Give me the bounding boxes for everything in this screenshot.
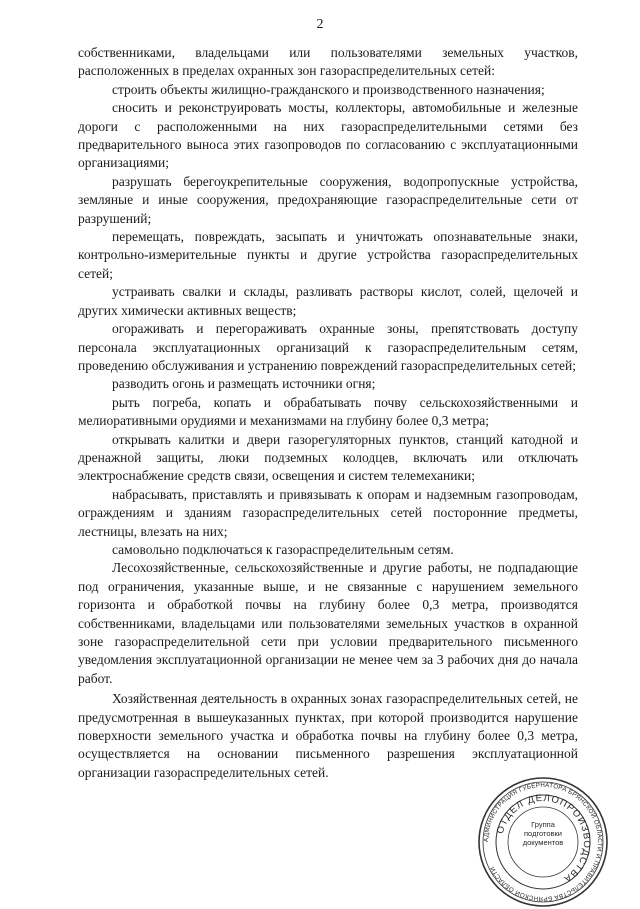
paragraph-forestry-works: Лесохозяйственные, сельскохозяйственные и другие работы, не подпадающие под ограничения, указанные выше, и не связанные с нарушением земельного горизонта и обработкой почвы на глубину более 0,3 метра, производятся собственниками, владельцами или пользователями земельных участков в охранной зоне газораспределительной сети при условии предварительного письменного уведомления эксплуатационной организации не менее чем за 3 рабочих дня до начала работ. xyxy=(78,560,578,686)
paragraph-build-objects: строить объекты жилищно-гражданского и производственного назначения; xyxy=(112,81,545,97)
paragraph-connect: самовольно подключаться к газораспределительным сетям. xyxy=(112,541,454,557)
paragraph-owners-intro: собственниками, владельцами или пользователями земельных участков, расположенных в пределах охранных зон газораспределительных сетей: xyxy=(78,45,578,79)
stamp-center-line: подготовки xyxy=(524,829,562,838)
paragraph-fire: разводить огонь и размещать источники огня; xyxy=(112,376,376,392)
stamp-center-line: документов xyxy=(522,838,564,847)
paragraph-demolish-bridges: сносить и реконструировать мосты, коллекторы, автомобильные и железные дороги с расположенными на них газораспределительными сетями без предварительного выноса этих газопроводов по согласованию с эксплуатационными организациями; xyxy=(78,100,578,171)
stamp-center-line: Группа xyxy=(531,820,555,829)
paragraph-open-doors: открывать калитки и двери газорегуляторных пунктов, станций катодной и дренажной защиты, люки подземных колодцев, включать или отключать электроснабжение средств связи, освещения и систем телемеханики; xyxy=(78,431,578,484)
stamp-center-label xyxy=(512,820,574,858)
paragraph-economic-activity: Хозяйственная деятельность в охранных зонах газораспределительных сетей, не предусмотренная в вышеуказанных пунктах, при которой производится нарушение поверхности земельного участка и обработка почвы на глубину более 0,3 метра, осуществляется на основании письменного разрешения эксплуатационной организации газораспределительных сетей. xyxy=(78,691,578,780)
page-number: 2 xyxy=(316,17,324,32)
document-body xyxy=(78,44,578,782)
paragraph-dumps: устраивать свалки и склады, разливать растворы кислот, солей, щелочей и других химически активных веществ; xyxy=(78,284,578,318)
paragraph-move-signs: перемещать, повреждать, засыпать и уничтожать опознавательные знаки, контрольно-измерительные пункты и другие устройства газораспределительных сетей; xyxy=(78,229,578,281)
paragraph-destroy-structures: разрушать берегоукрепительные сооружения, водопропускные устройства, земляные и иные сооружения, предохраняющие газораспределительные сети от разрушений; xyxy=(78,173,578,226)
paragraph-attach-objects: набрасывать, приставлять и привязывать к опорам и надземным газопроводам, ограждениям и зданиям газораспределительных сетей посторонние предметы, лестницы, влезать на них; xyxy=(78,486,578,539)
stamp-outer-ring-text: АДМИНИСТРАЦИЯ ГУБЕРНАТОРА БРЯНСКОЙ ОБЛАСТИ И ПРАВИТЕЛЬСТВА БРЯНСКОЙ ОБЛАСТИ xyxy=(482,781,604,903)
stamp-inner-ring-text: ОТДЕЛ ДЕЛОПРОИЗВОДСТВА xyxy=(494,792,593,885)
paragraph-fence-zones: огораживать и перегораживать охранные зоны, препятствовать доступу персонала эксплуатационных организаций к газораспределительным сетям, проведению обслуживания и устранению повреждений газораспределительных сетей; xyxy=(78,321,578,373)
office-stamp xyxy=(476,775,610,909)
paragraph-dig: рыть погреба, копать и обрабатывать почву сельскохозяйственными и мелиоративными орудиями и механизмами на глубину более 0,3 метра; xyxy=(78,394,578,429)
